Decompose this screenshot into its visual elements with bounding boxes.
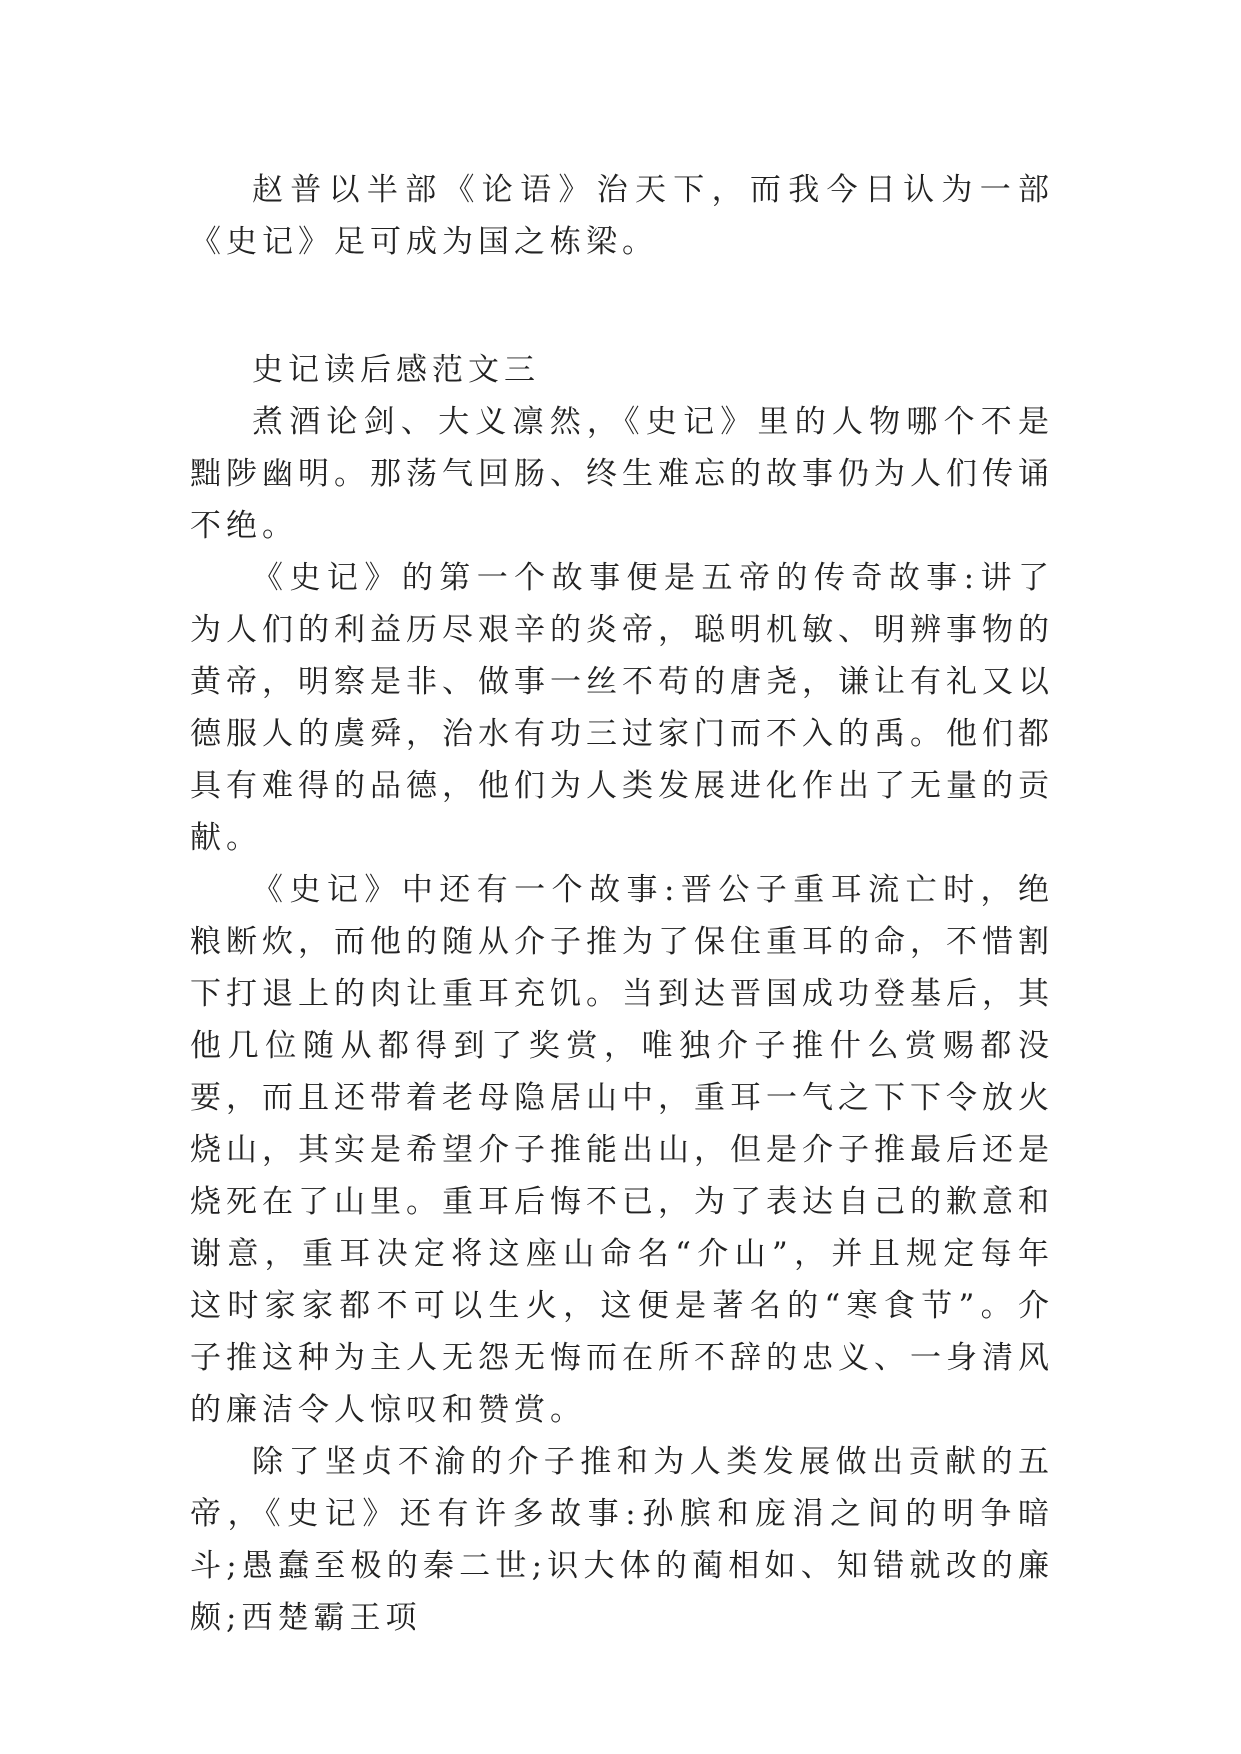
essay-section (190, 344, 1054, 1644)
essay-paragraph: 《史记》中还有一个故事:晋公子重耳流亡时，绝粮断炊，而他的随从介子推为了保住重耳的命，不惜割下打退上的肉让重耳充饥。当到达晋国成功登基后，其他几位随从都得到了奖赏，唯独介子推什么赏赐都没要，而且还带着老母隐居山中，重耳一气之下下令放火烧山，其实是希望介子推能出山，但是介子推最后还是烧死在了山里。重耳后悔不已，为了表达自己的歉意和谢意，重耳决定将这座山命名“介山”，并且规定每年这时家家都不可以生火，这便是著名的“寒食节”。介子推这种为主人无怨无悔而在所不辞的忠义、一身清风的廉洁令人惊叹和赞赏。 (190, 872, 1054, 1428)
intro-block (190, 164, 1054, 268)
essay-paragraph: 《史记》的第一个故事便是五帝的传奇故事:讲了为人们的利益历尽艰辛的炎帝，聪明机敏、明辨事物的黄帝，明察是非、做事一丝不苟的唐尧，谦让有礼又以德服人的虞舜，治水有功三过家门而不入的禹。他们都具有难得的品德，他们为人类发展进化作出了无量的贡献。 (190, 560, 1054, 856)
essay-paragraph: 煮酒论剑、大义凛然，《史记》里的人物哪个不是黜陟幽明。那荡气回肠、终生难忘的故事仍为人们传诵不绝。 (190, 404, 1054, 544)
essay-paragraph: 除了坚贞不渝的介子推和为人类发展做出贡献的五帝，《史记》还有许多故事:孙膑和庞涓之间的明争暗斗;愚蠢至极的秦二世;识大体的蔺相如、知错就改的廉颇;西楚霸王项 (190, 1444, 1054, 1636)
intro-paragraph: 赵普以半部《论语》治天下，而我今日认为一部《史记》足可成为国之栋梁。 (190, 172, 1054, 260)
section-title: 史记读后感范文三 (252, 352, 540, 388)
